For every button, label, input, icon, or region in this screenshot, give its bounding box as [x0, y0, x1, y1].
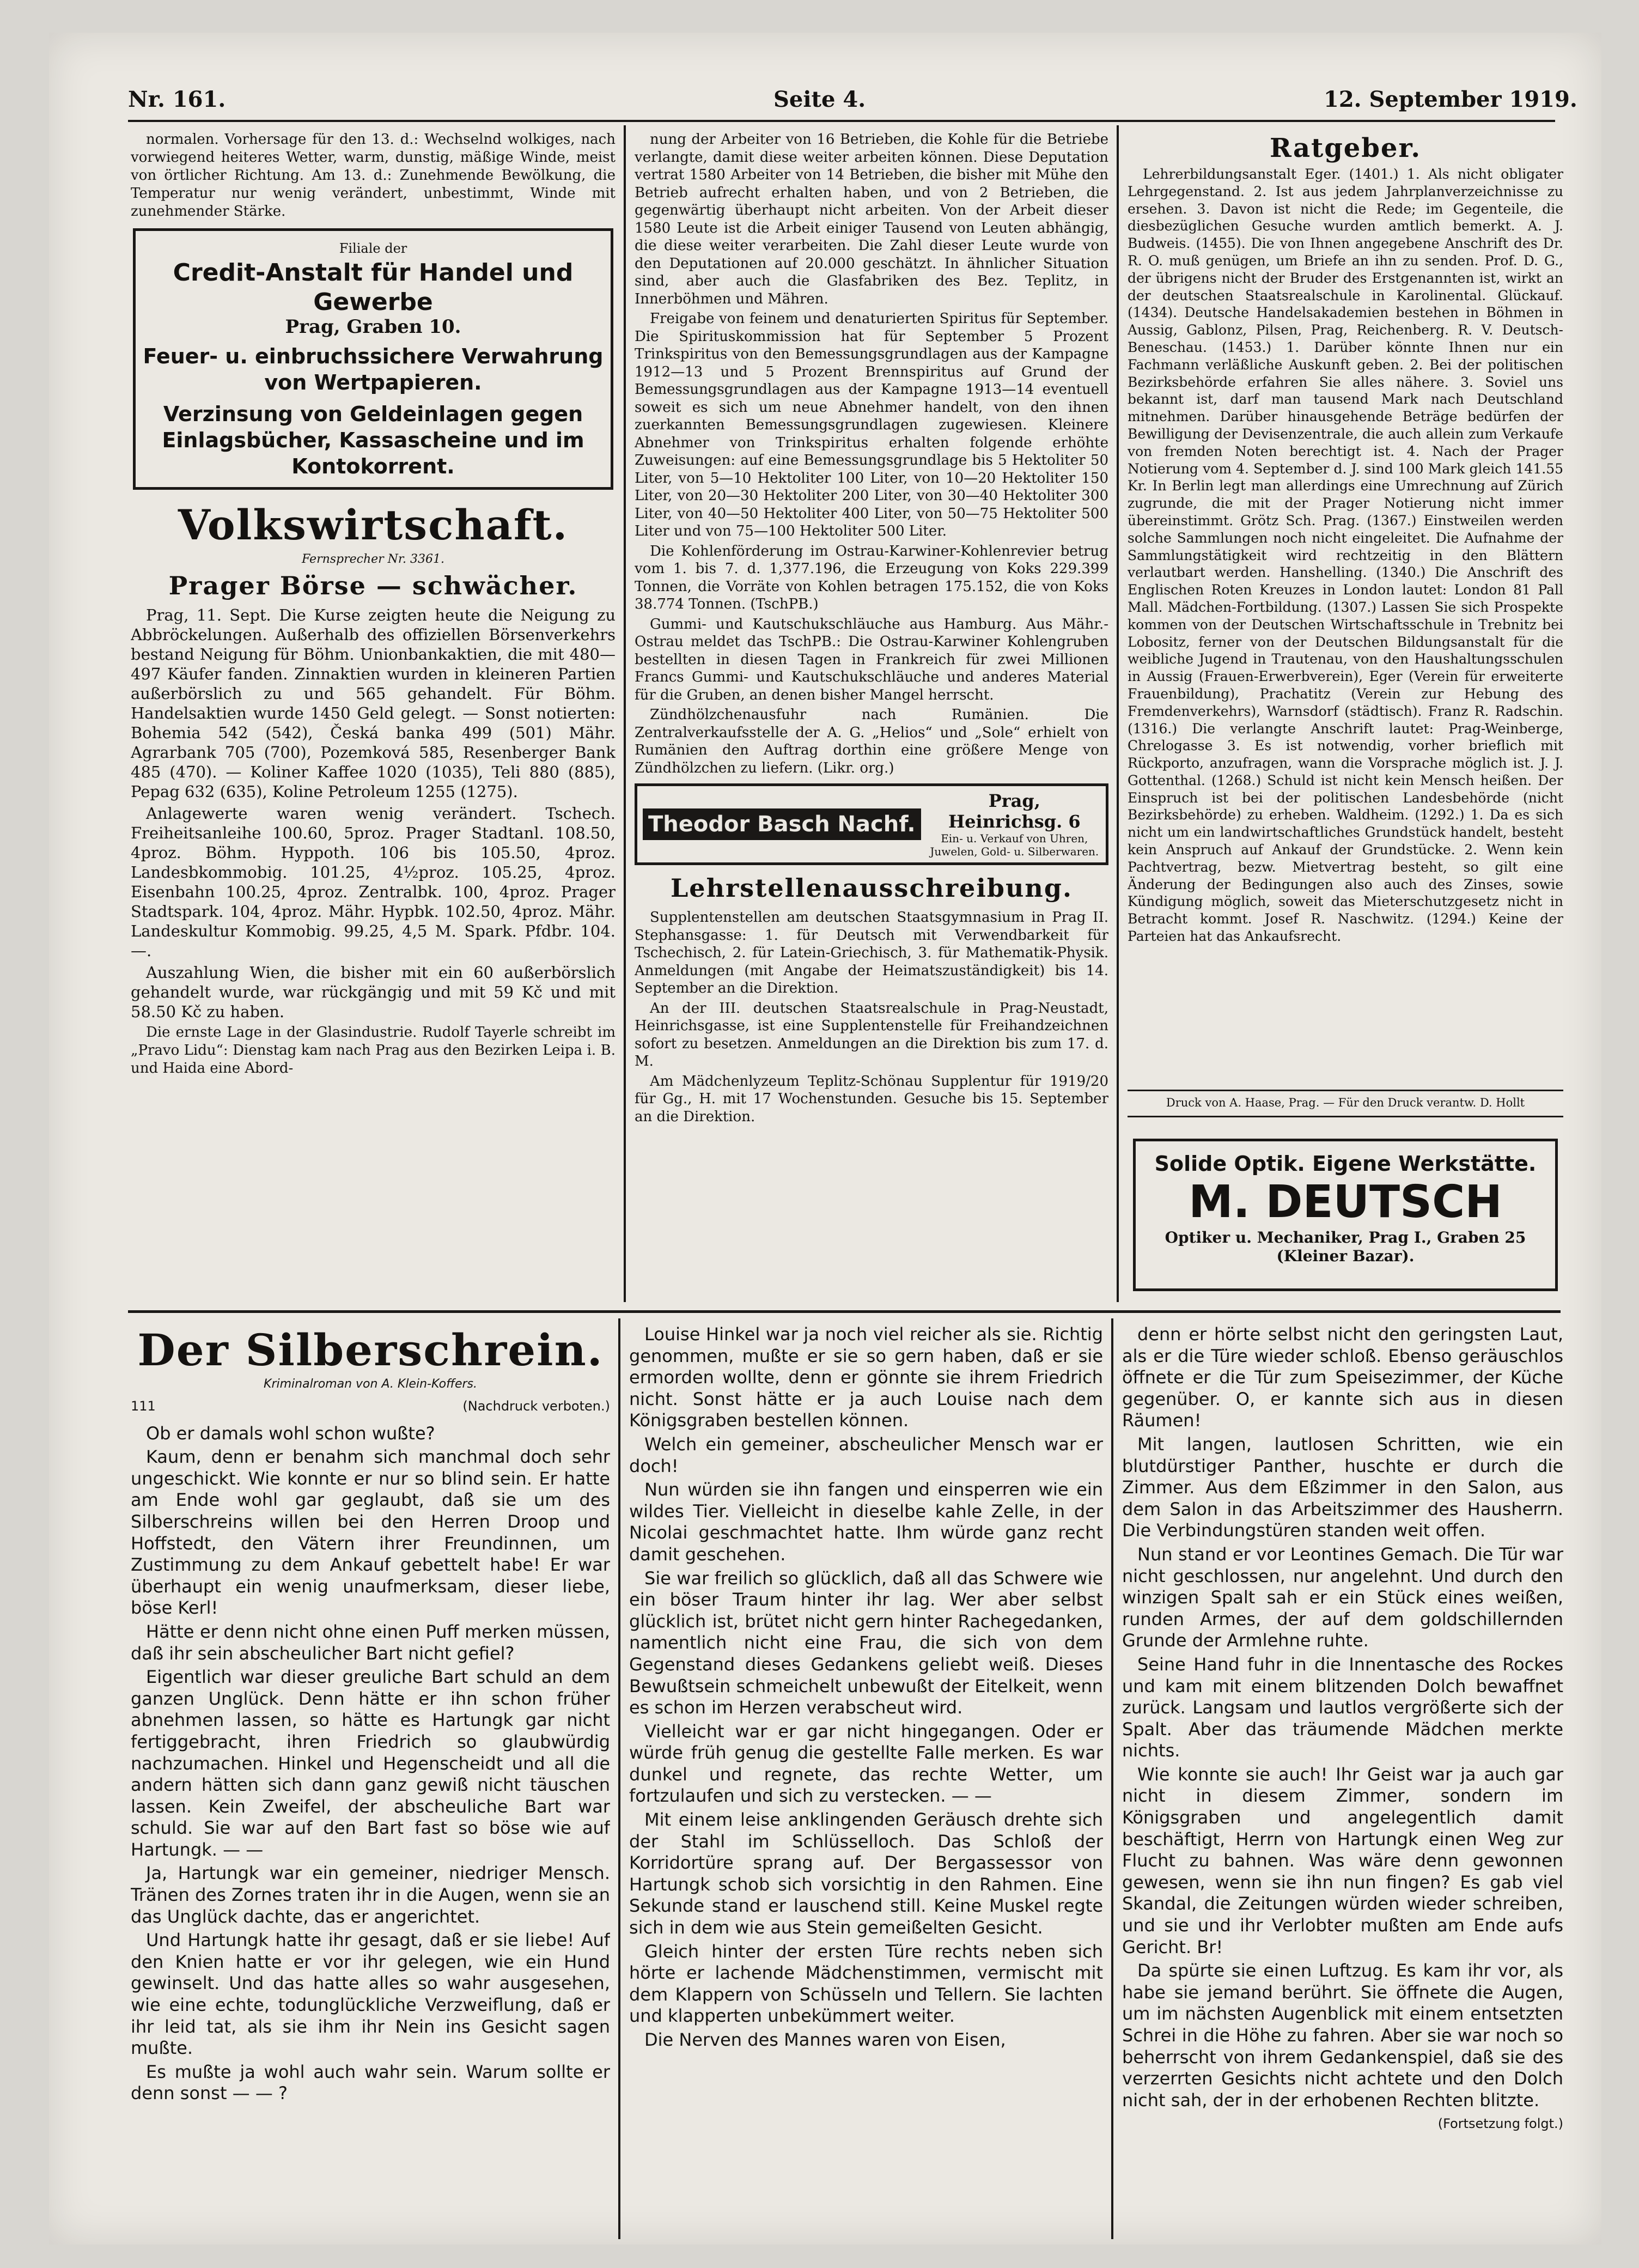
column-rule-2 — [1117, 125, 1119, 1302]
ad-theodor-basch — [635, 783, 1108, 865]
novel-c3-p2: Mit langen, lautlosen Schritten, wie ein blutdürstiger Panther, huschte er durch die Zimmer. Aus dem Eßzimmer in den Salon, aus dem Salon in das Arbeitszimmer des Hausherrn. Die Verbindungstüren standen weit offen. — [1122, 1433, 1563, 1541]
issue-date: 12. September 1919. — [1324, 87, 1577, 112]
ad-bank-service-1: Feuer- u. einbruchssichere Verwahrung von Wertpapieren. — [143, 344, 604, 394]
coal-mining-report: Die Kohlenförderung im Ostrau-Karwiner-Kohlenrevier betrug vom 1. bis 7. d. 1,377.196, die Erzeugung von Koks 229.399 Tonnen, die Vorräte von Kohlen betragen 175.152, die von Koks 38.774 Tonnen. (TschPB.) — [635, 543, 1108, 612]
novel-c3-p6: Da spürte sie einen Luftzug. Es kam ihr vor, als habe sie jemand berührt. Sie öffnete die Augen, um im nächsten Augenblick mit einem entsetzten Schrei in die Höhe zu fahren. Aber sie war noch so beherrscht von ihrem Gedankenspiel, daß sie des verzerrten Gesichts nicht achtete und den Dolch nicht sah, der in der erhobenen Rechten blitzte. — [1122, 1960, 1563, 2111]
novel-column-3 — [1122, 1324, 1563, 2239]
novel-c2-p6: Mit einem leise anklingenden Geräusch drehte sich der Stahl im Schlüsselloch. Das Schloß der Korridortüre sprang auf. Der Bergassessor von Hartungk schob sich vorsichtig in den Rahmen. Eine Sekunde stand er lauschend still. Keine Muskel regte sich in dem wie aus Stein gemeißelten Gesicht. — [629, 1809, 1103, 1938]
ad-optician-address: Optiker u. Mechaniker, Prag I., Graben 25 — [1165, 1229, 1526, 1247]
column-advice — [1128, 131, 1563, 1084]
teaching-posts-headline: Lehrstellenausschreibung. — [670, 873, 1073, 903]
boerse-report-1: Prag, 11. Sept. Die Kurse zeigten heute die Neigung zu Abbröckelungen. Außerhalb des offiziellen Börsenverkehrs bestand Neigung für Böhm. Unionbankaktien, die mit 480—497 Käufer fanden. Zinnaktien wurden in kleineren Partien außerbörslich zu und 565 gehandelt. Für Böhm. Handelsaktien wurde 1450 Geld gelegt. — Sonst notierten: Bohemia 542 (542), Česká banka 499 (501) Mähr. Agrarbank 705 (700), Pozemková 585, Resenberger Bank 485 (470). — Koliner Kaffee 1020 (1035), Teli 880 (885), Pepag 632 (635), Koline Petroleum 1255 (1275). — [131, 606, 616, 801]
advice-body: Lehrerbildungsanstalt Eger. (1401.) 1. Als nicht obligater Lehrgegenstand. 2. Ist aus jedem Jahrplanverzeichnisse zu ersehen. 3. Davon ist nicht die Rede; im Gegenteile, die diesbezüglichen Gesuche wurden amtlich bemerkt. A. J. Budweis. (1455). Die von Ihnen angegebene Anschrift des Dr. R. O. muß genügen, um Briefe an ihn zu senden. Prof. D. G., der übrigens nicht der Bruder des Erstgenannten ist, wirkt an der deutschen Staatsrealschule in Karolinental. Glückauf. (1434). Deutsche Handelsakademien bestehen in Böhmen in Aussig, Gablonz, Pilsen, Prag, Reichenberg. R. V. Deutsch-Beneschau. (1453.) 1. Darüber könnte Ihnen nur ein Fachmann verläßliche Auskunft geben. 2. Bei der politischen Bezirksbehörde erfahren Sie alles nähere. 3. Soviel uns bekannt ist, darf man tausend Mark nach Deutschland mitnehmen. Darüber hinausgehende Beträge bedürfen der Bewilligung der Devisenzentrale, die auch allein zum Verkaufe von fremden Noten berechtigt ist. 4. Nach der Prager Notierung vom 4. September d. J. sind 100 Mark gleich 141.55 Kr. In Berlin legt man allerdings eine Umrechnung auf Zürich zugrunde, die mit der Prager Notierung nicht immer übereinstimmt. Grötz Sch. Prag. (1367.) Einstweilen werden solche Sammlungen noch nicht eingeleitet. Die Aufnahme der Sammlungstätigkeit wird rechtzeitig in den Blättern verlautbart werden. Hanshelling. (1340.) Die Anschrift des Englischen Roten Kreuzes in London lautet: London 81 Pall Mall. Mädchen-Fortbildung. (1307.) Lassen Sie sich Prospekte kommen von der Deutschen Wirtschaftsschule in Trebnitz bei Lobositz, ferner von der Deutschen Bildungsanstalt für die weibliche Jugend in Trautenau, von den Haushaltungsschulen in Aussig (Frauen-Erwerbverein), Eger (Verein für erweiterte Frauenbildung), Prachatitz (Verein zur Hebung des Fremdenverkehrs), Warnsdorf (städtisch). Franz R. Radschin. (1316.) Die verlangte Anschrift lautet: Prag-Weinberge, Chrelogasse 3. Es ist notwendig, vorher brieflich mit Rückporto, anzufragen, wann die Vorsprache möglich ist. J. J. Gottenthal. (1268.) Schuld ist nicht kein Mensch heißen. Der Einspruch ist bei der politischen Landesbehörde (nicht Bezirksbehörde) zu erheben. Waldheim. (1292.) 1. Da es sich nicht um ein landwirtschaftliches Grundstück handelt, besteht kein Anspruch auf Ankauf der Grundstücke. 2. Wenn kein Pachtvertrag, bezw. Mietvertrag besteht, so gilt eine Änderung der Bedingungen also auch des Zinses, sowie Kündigung möglich, soweit das Mieterschutzgesetz nicht in Betracht kommt. Josef R. Naschwitz. (1294.) Keine der Parteien hat das Ankaufsrecht. — [1128, 166, 1563, 945]
section-title-economy: Volkswirtschaft. — [178, 501, 569, 549]
newspaper-page — [49, 33, 1601, 2245]
novel-c2-p1: Louise Hinkel war ja noch viel reicher als sie. Richtig genommen, mußte er sie so gern haben, daß er sie ermorden wollte, denn er gönnte sie ihrem Friedrich nicht. Sonst hätte er ja auch Louise nach dem Königsgraben bestellen können. — [629, 1324, 1103, 1431]
novel-rule-2 — [1111, 1318, 1113, 2239]
novel-c1-p1: Ob er damals wohl schon wußte? — [146, 1422, 435, 1444]
novel-c3-p1: denn er hörte selbst nicht den geringsten Laut, als er die Türe wieder schloß. Ebenso geräuschlos öffnete er die Tür zum Speisezimmer, der Küche gegenüber. O, er kannte sich aus in diesen Räumen! — [1122, 1324, 1563, 1431]
ad-optician-location: (Kleiner Bazar). — [1276, 1247, 1415, 1265]
novel-c1-p6: Und Hartungk hatte ihr gesagt, daß er sie liebe! Auf den Knien hatte er vor ihr gelegen, wie ein Hund gewinselt. Und das hatte alles so wahr ausgesehen, wie eine echte, todunglückliche Verzweiflung, daß er ihr leid tat, als sie ihm ihr Nein ins Gesicht sagen mußte. — [131, 1930, 610, 2059]
ad-bank-name: Credit-Anstalt für Handel und Gewerbe — [173, 259, 574, 316]
glass-industry-report: Die ernste Lage in der Glasindustrie. Rudolf Tayerle schreibt im „Pravo Lidu“: Dienstag kam nach Prag aus den Bezirken Leipa i. B. und Haida eine Abord- — [131, 1024, 616, 1077]
ad-optician-tagline: Solide Optik. Eigene Werkstätte. — [1154, 1152, 1537, 1176]
novel-c1-p7: Es mußte ja wohl auch wahr sein. Warum sollte er denn sonst — — ? — [131, 2061, 610, 2104]
column-economy-2 — [635, 131, 1108, 1302]
reprint-notice: (Nachdruck verboten.) — [462, 1399, 610, 1414]
novel-column-2 — [629, 1324, 1103, 2239]
ad-jeweler-address: Prag, Heinrichsg. 6 — [948, 791, 1081, 832]
ad-jeweler-name: Theodor Basch Nachf. — [643, 808, 921, 840]
imprint-rule-top — [1128, 1090, 1563, 1091]
teaching-post-1: Supplentenstellen am deutschen Staatsgymnasium in Prag II. Stephansgasse: 1. für Deutsch mit Verwendbarkeit für Tschechisch, 2. für Latein-Griechisch, 3. für Mathematik-Physik. Anmeldungen (mit Angabe der Heimatszuständigkeit) bis 14. September an die Direktion. — [635, 909, 1108, 996]
header-rule — [128, 120, 1555, 122]
column-rule-1 — [624, 125, 626, 1302]
novel-c2-p7: Gleich hinter der ersten Türe rechts neben sich hörte er lachende Mädchenstimmen, vermischt mit dem Klappern von Schüsseln und Tellern. Sie lachten und klapperten unbekümmert weiter. — [629, 1941, 1103, 2027]
boerse-headline: Prager Börse — schwächer. — [168, 571, 578, 600]
ad-bank-service-2: Verzinsung von Geldeinlagen gegen Einlagsbücher, Kassascheine und im Kontokorrent. — [162, 402, 584, 478]
novel-title: Der Silberschrein. — [137, 1324, 604, 1376]
boerse-report-2: Anlagewerte waren wenig verändert. Tschech. Freiheitsanleihe 100.60, 5proz. Prager Stadtanl. 108.50, 4proz. Böhm. Hyppoth. 106 bis 105.50, 4proz. Landesbkommobig. 101.25, 4½proz. 105.25, 4proz. Eisenbahn 100.25, 4proz. Zentralbk. 100, 4proz. Prager Stadtspark. 104, 4proz. Mähr. Hypbk. 102.50, 4proz. Mähr. Landeskultur Kommobig. 99.25, 4,5 M. Spark. Pfdbr. 104.—. — [131, 804, 616, 960]
ad-filiale: Filiale der — [339, 241, 407, 256]
advice-headline: Ratgeber. — [1269, 133, 1422, 163]
novel-column-1 — [131, 1324, 610, 2239]
novel-c2-p3: Nun würden sie ihn fangen und einsperren wie ein wildes Tier. Vielleicht in dieselbe kahle Zelle, in der Nicolai geschmachtet hatte. Ihm würde ganz recht damit geschehen. — [629, 1479, 1103, 1565]
teaching-post-3: Am Mädchenlyzeum Teplitz-Schönau Supplentur für 1919/20 für Gg., H. mit 17 Wochenstunden. Gesuche bis 15. September an die Direktion. — [635, 1073, 1108, 1125]
novel-c1-p5: Ja, Hartungk war ein gemeiner, niedriger Mensch. Tränen des Zornes traten ihr in die Augen, wenn sie an das Unglück dachte, das er angerichtet. — [131, 1863, 610, 1927]
boerse-report-3: Auszahlung Wien, die bisher mit ein 60 außerbörslich gehandelt wurde, war rückgängig und mit 59 Kč und mit 58.50 Kč zu haben. — [131, 963, 616, 1021]
novel-subtitle: Kriminalroman von A. Klein-Koffers. — [264, 1377, 477, 1391]
rubber-hoses-report: Gummi- und Kautschukschläuche aus Hamburg. Aus Mähr.-Ostrau meldet das TschPB.: Die Ostrau-Karwiner Kohlengruben bestellten in diesen Tagen in Frankreich für zwei Millionen Francs Gummi- und Kautschukschläuche und anderes Material für die Gruben, an denen bisher Mangel herrscht. — [635, 616, 1108, 703]
novel-c2-p5: Vielleicht war er gar nicht hingegangen. Oder er würde früh genug die gestellte Falle merken. Es war dunkel und regnete, das rechte Wetter, um fortzulaufen und sich zu verstecken. — — — [629, 1720, 1103, 1807]
matches-export-report: Zündhölzchenausfuhr nach Rumänien. Die Zentralverkaufsstelle der A. G. „Helios“ und „Sole“ erhielt von Rumänien den Auftrag dorthin eine größere Menge von Zündhölzchen zu liefern. (Likr. org.) — [635, 707, 1108, 776]
novel-rule-1 — [618, 1318, 620, 2239]
issue-number: Nr. 161. — [128, 87, 226, 112]
ad-bank-address: Prag, Graben 10. — [285, 316, 461, 338]
teaching-post-2: An der III. deutschen Staatsrealschule in Prag-Neustadt, Heinrichsgasse, ist eine Supplentenstelle für Freihandzeichnen sofort zu besetzen. Anmeldungen an die Direktion bis zum 17. d. M. — [635, 1000, 1108, 1069]
novel-c1-p4: Eigentlich war dieser greuliche Bart schuld an dem ganzen Unglück. Denn hätte er ihn schon früher abnehmen lassen, so hätte es Hartungk gar nicht fertiggebracht, ihren Friedrich so glaubwürdig nachzumachen. Hinkel und Hegenscheidt und all die andern hätten sich dann ganz gewiß nicht täuschen lassen. Kein Zweifel, der abscheuliche Bart war schuld. Sie war auf den Bart fast so böse wie auf Hartungk. — — — [131, 1667, 610, 1860]
glass-industry-continued: nung der Arbeiter von 16 Betrieben, die Kohle für die Betriebe verlangte, damit diese weiter arbeiten können. Diese Deputation vertrat 1580 Arbeiter von 14 Betrieben, die bisher mit Mühe den Betrieb aufrecht erhalten haben, und von 2 Betrieben, die gegenwärtig überhaupt nicht arbeiten. Von der Arbeit dieser 1580 Leute ist die Arbeit einiger Tausend von Leuten abhängig, die diese weiter verarbeiten. Die Zahl dieser Leute wurde von den Deputationen auf 20.000 geschätzt. In ähnlicher Situation sind, aber auch die Glasfabriken des Bez. Teplitz, in Innerböhmen und Mähren. — [635, 131, 1108, 307]
novel-c3-p4: Seine Hand fuhr in die Innentasche des Rockes und kam mit einem blitzenden Dolch bewaffnet zurück. Langsam und lautlos vergrößerte sich der Spalt. Aber das träumende Mädchen merkte nichts. — [1122, 1653, 1563, 1761]
spirit-release: Freigabe von feinem und denaturierten Spiritus für September. Die Spirituskommission hat für September 5 Prozent Trinkspiritus von den Bemessungsgrundlagen aus der Kampagne 1912—13 und 5 Prozent Brennspiritus auf Grund der Bemessungsgrundlagen aus der Kampagne 1913—14 eventuell soweit es sich um neue Abnehmer handelt, von den ihnen zuerkannten Bemessungsgrundlagen zugewiesen. Kleinere Abnehmer von Trinkspiritus erhalten folgende erhöhte Zuweisungen: auf eine Bemessungsgrundlage bis 5 Hektoliter 50 Liter, von 5—10 Hektoliter 100 Liter, von 10—20 Hektoliter 150 Liter, von 20—30 Hektoliter 200 Liter, von 30—40 Hektoliter 300 Liter, von 40—50 Hektoliter 400 Liter, von 50—75 Hektoliter 500 Liter und von 75—100 Hektoliter 500 Liter. — [635, 311, 1108, 539]
column-economy — [131, 131, 616, 1302]
phone-number: Fernsprecher Nr. 3361. — [301, 552, 444, 566]
novel-c3-p3: Nun stand er vor Leontines Gemach. Die Tür war nicht geschlossen, nur angelehnt. Und durch den winzigen Spalt sah er ein Stück eines weißen, runden Armes, der auf dem goldschillernden Grunde der Armlehne ruhte. — [1122, 1543, 1563, 1651]
printer-imprint: Druck von A. Haase, Prag. — Für den Druck verantw. D. Hollt — [1166, 1096, 1525, 1109]
novel-c3-p5: Wie konnte sie auch! Ihr Geist war ja auch gar nicht in diesem Zimmer, sondern im Königsgraben und angelegentlich damit beschäftigt, Herrn von Hartungk einen Weg zur Flucht zu bahnen. Was wäre denn gewonnen gewesen, wenn sie ihn nun fingen? Es gab viel Skandal, die Zeitungen würden wieder schreiben, und sie und ihr Verlobter mußten am Ende aufs Gericht. Br! — [1122, 1764, 1563, 1957]
ad-optician-name: M. DEUTSCH — [1189, 1176, 1502, 1228]
continuation-note: (Fortsetzung folgt.) — [1437, 2116, 1563, 2132]
novel-c1-p3: Hätte er denn nicht ohne einen Puff merken müssen, daß ihr sein abscheulicher Bart nicht gefiel? — [131, 1621, 610, 1664]
imprint-rule-bottom — [1128, 1116, 1563, 1117]
novel-installment: 111 — [131, 1399, 156, 1414]
novel-c2-p2: Welch ein gemeiner, abscheulicher Mensch war er doch! — [629, 1433, 1103, 1476]
ad-credit-anstalt — [133, 228, 613, 490]
weather-report: normalen. Vorhersage für den 13. d.: Wechselnd wolkiges, nach vorwiegend heiteres Wetter, warm, dunstig, mäßige Winde, meist von örtlicher Richtung. Am 13. d.: Zunehmende Bewölkung, die Temperatur nur wenig verändert, unbestimmt, Winde mit zunehmender Stärke. — [131, 131, 616, 220]
novel-c1-p2: Kaum, denn er benahm sich manchmal doch sehr ungeschickt. Wie konnte er nur so blind sein. Er hatte am Ende wohl gar geglaubt, daß sie um des Silberschreins willen bei den Herren Droop und Hoffstedt, den Vätern ihrer Freundinnen, um Zustimmung zu dem Ankauf gebettelt habe! Er war überhaupt ein wenig unaufmerksam, dieser liebe, böse Kerl! — [131, 1446, 610, 1619]
novel-c2-p4: Sie war freilich so glücklich, daß all das Schwere wie ein böser Traum hinter ihr lag. Wer aber selbst glücklich ist, brütet nicht gern hinter Rachegedanken, namentlich nicht eine Frau, die sich von dem Gegenstand dieses Gedankens geliebt weiß. Dieses Bewußtsein schmeichelt unbewußt der Eitelkeit, wenn es schon im Herzen verabscheut wird. — [629, 1567, 1103, 1718]
novel-c2-p8: Die Nerven des Mannes waren von Eisen, — [644, 2029, 1006, 2050]
feuilleton-rule — [128, 1310, 1561, 1313]
ad-optician — [1133, 1139, 1558, 1291]
ad-jeweler-detail: Ein- u. Verkauf von Uhren, Juwelen, Gold- u. Silberwaren. — [930, 832, 1099, 858]
page-number: Seite 4. — [773, 87, 866, 112]
